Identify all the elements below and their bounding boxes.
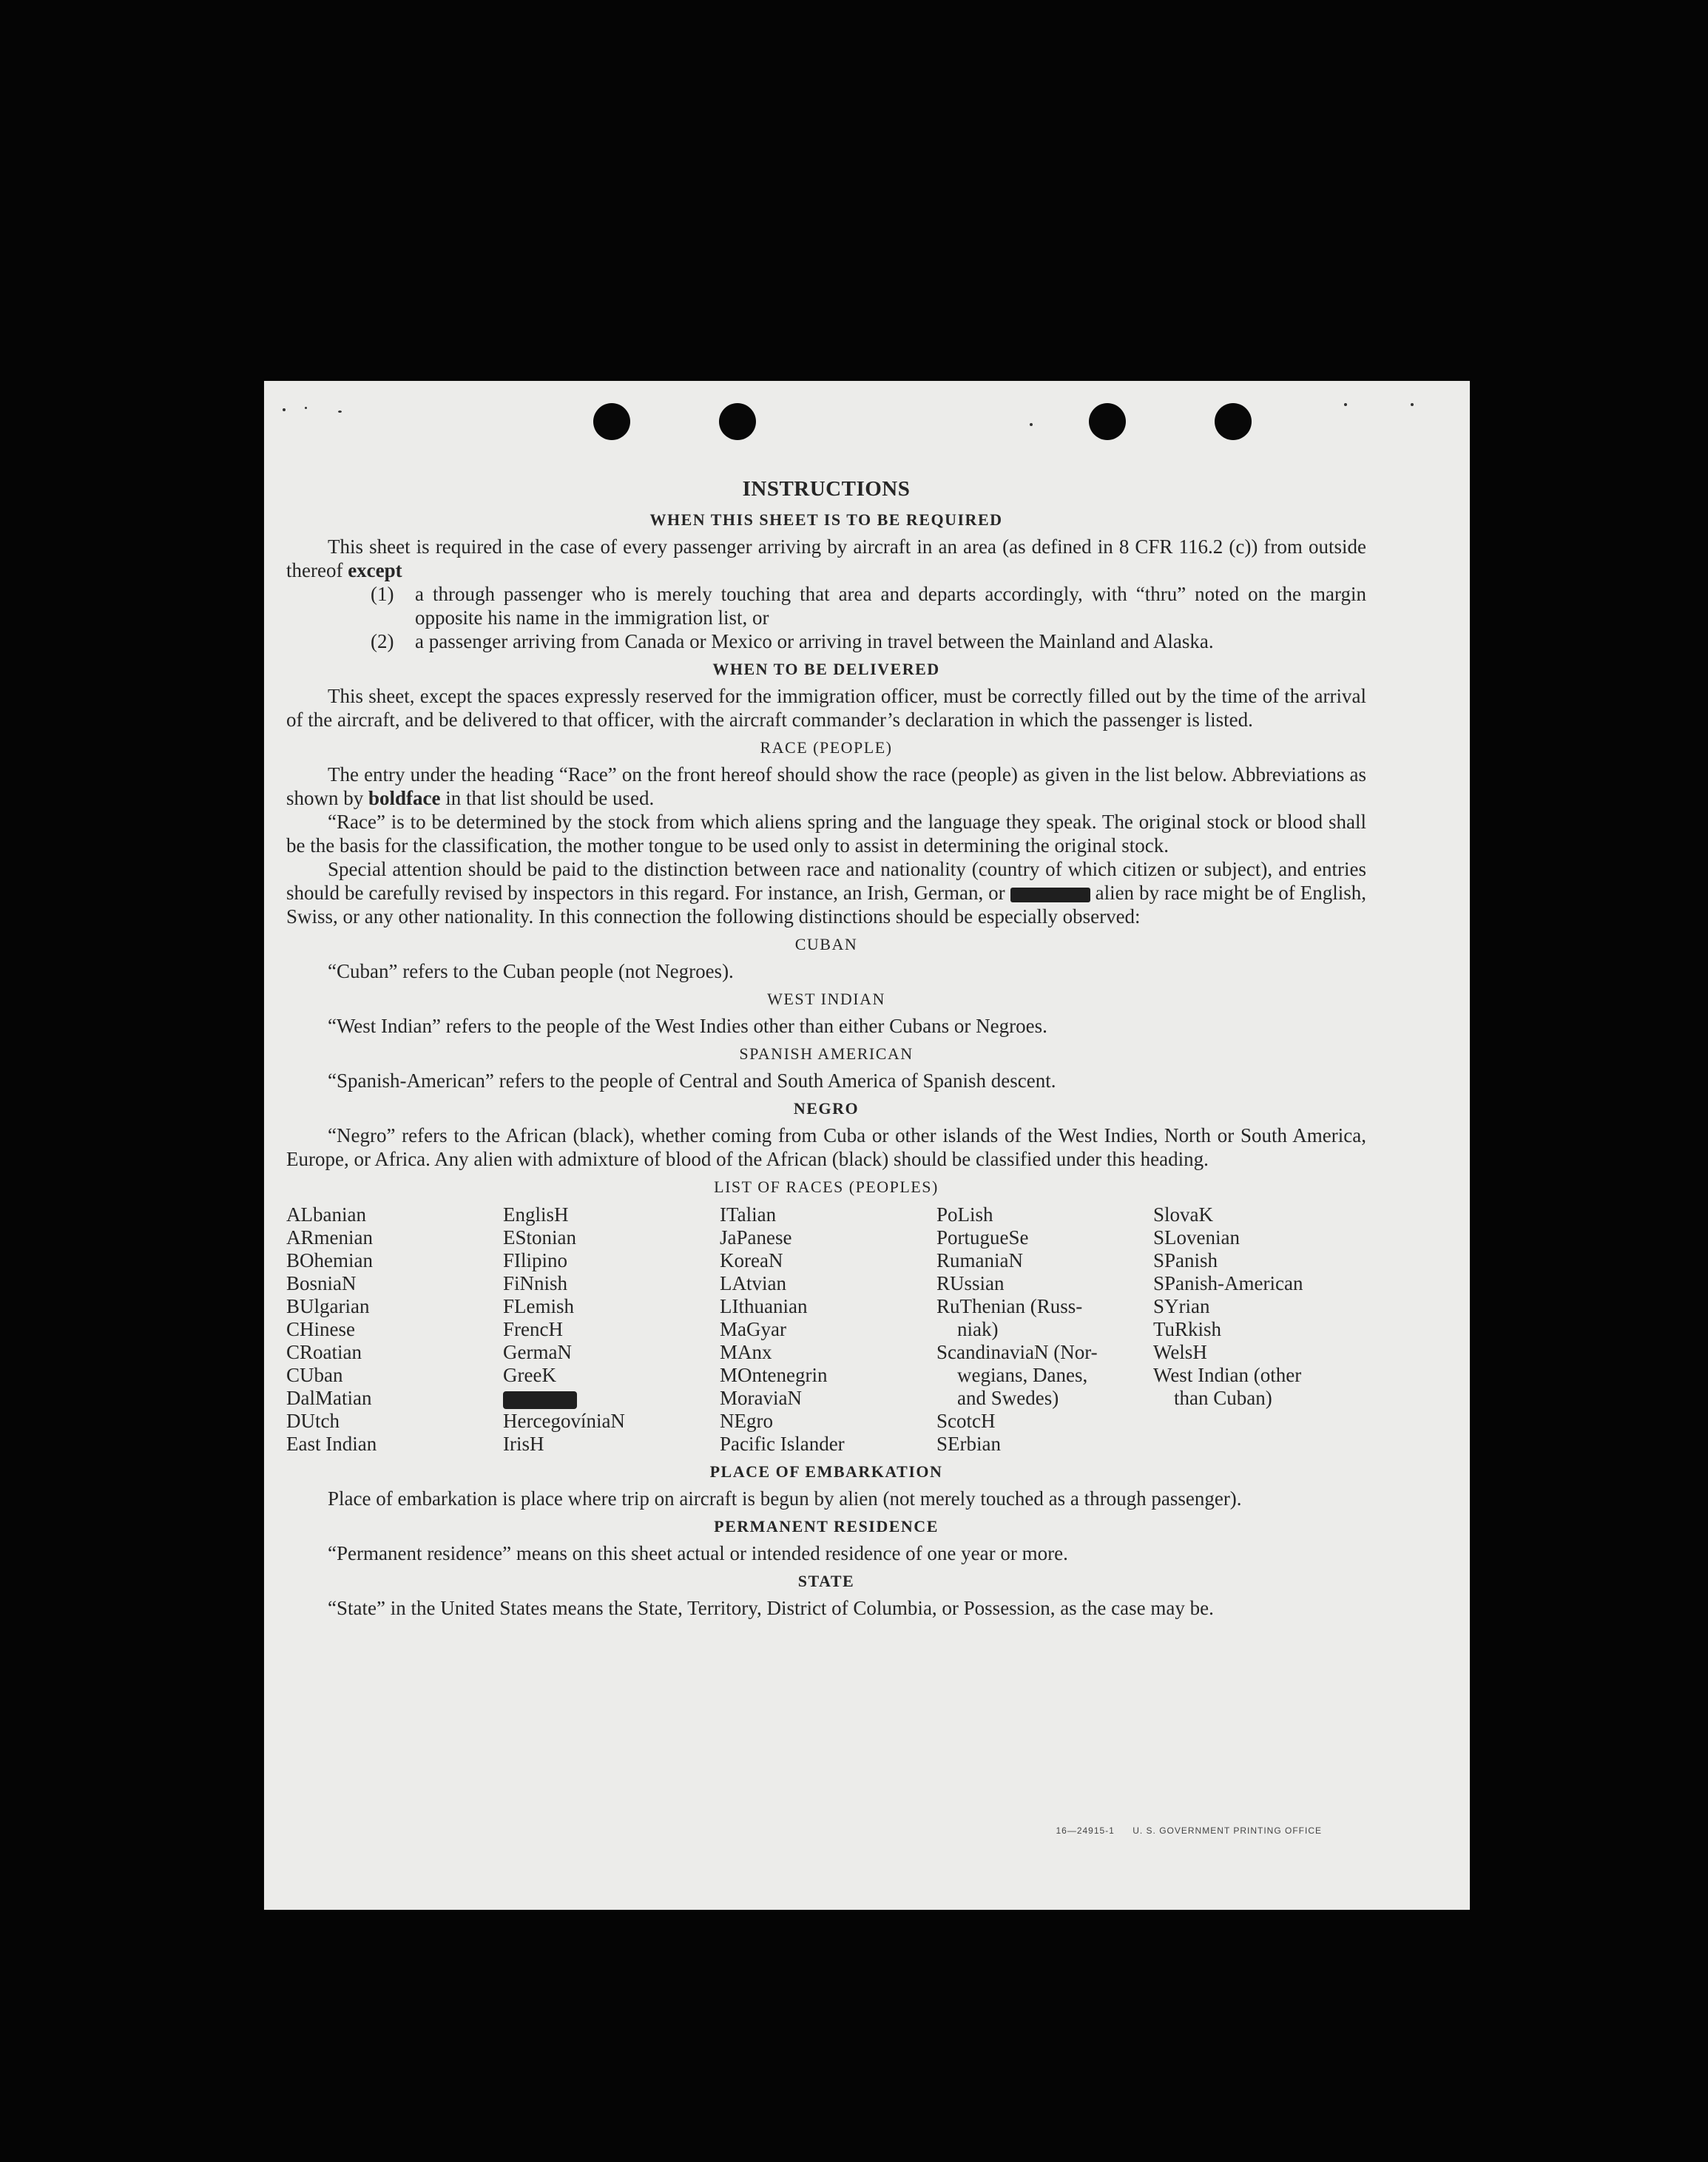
heading-residence: PERMANENT RESIDENCE: [714, 1517, 939, 1536]
race-entry: PoLish: [936, 1203, 993, 1226]
state-text: “State” in the United States means the State, Territory, District of Columbia, or Possession, as the case may be.: [328, 1597, 1214, 1619]
race-entry: EStonian: [503, 1226, 576, 1249]
page-title: INSTRUCTIONS: [742, 477, 911, 501]
race-entry: BUlgarian: [286, 1295, 370, 1317]
instructions-content: [286, 477, 1366, 1620]
speck: [283, 408, 286, 411]
race-entry: KoreaN: [720, 1249, 783, 1271]
race-p1-end: in that list should be used.: [440, 787, 655, 809]
west-indian-text: “West Indian” refers to the people of the West Indies other than either Cubans or Negroes.: [328, 1015, 1047, 1037]
printer-imprint: U. S. GOVERNMENT PRINTING OFFICE: [1133, 1825, 1322, 1836]
race-entry: JaPanese: [720, 1226, 792, 1249]
speck: [1411, 403, 1414, 406]
race-entry: CUban: [286, 1364, 343, 1386]
race-entry: FiNnish: [503, 1272, 568, 1294]
race-entry: ARmenian: [286, 1226, 373, 1249]
race-column-1: [286, 1203, 503, 1456]
race-entry: CRoatian: [286, 1341, 362, 1363]
race-entry: MaGyar: [720, 1318, 786, 1340]
race-entry: SYrian: [1153, 1295, 1210, 1317]
race-entry: FIlipino: [503, 1249, 568, 1271]
heading-state: STATE: [797, 1572, 855, 1590]
race-entry: WelsH: [1153, 1341, 1207, 1363]
race-paragraph-1: [286, 763, 1366, 810]
race-entry: RUssian: [936, 1272, 1005, 1294]
race-entry: PortugueSe: [936, 1226, 1029, 1249]
negro-text: “Negro” refers to the African (black), whether coming from Cuba or other islands of the West Indies, North or South America, Europe, or Africa. Any alien with admixture of blood of the African (black) should be classified under this heading.: [286, 1124, 1366, 1170]
race-entry: CHinese: [286, 1318, 355, 1340]
heading-embarkation: PLACE OF EMBARKATION: [709, 1462, 943, 1481]
race-entry-continued: wegians, Danes,: [957, 1364, 1088, 1386]
redacted-entry: [503, 1387, 720, 1410]
race-entry: GreeK: [503, 1364, 556, 1386]
residence-text: “Permanent residence” means on this sheet actual or intended residence of one year or more.: [328, 1542, 1068, 1564]
race-column-4: [936, 1203, 1153, 1456]
race-entry: SlovaK: [1153, 1203, 1213, 1226]
race-entry: RuThenian (Russ-: [936, 1295, 1083, 1317]
race-list: [286, 1203, 1366, 1456]
punch-hole-4: [1215, 403, 1252, 440]
race-entry: DUtch: [286, 1410, 340, 1432]
exception-item-1: [286, 582, 1366, 629]
race-entry: GermaN: [503, 1341, 572, 1363]
race-paragraph-3: [286, 857, 1366, 928]
race-entry: RumaniaN: [936, 1249, 1023, 1271]
punch-hole-1: [593, 403, 630, 440]
race-entry: DalMatian: [286, 1387, 372, 1409]
race-p1-boldface: boldface: [368, 787, 441, 809]
cuban-text: “Cuban” refers to the Cuban people (not Negroes).: [328, 960, 734, 982]
heading-required: WHEN THIS SHEET IS TO BE REQUIRED: [649, 510, 1003, 529]
race-entry: SPanish: [1153, 1249, 1218, 1271]
race-entry: EnglisH: [503, 1203, 569, 1226]
heading-race: RACE (PEOPLE): [760, 738, 893, 757]
heading-negro: NEGRO: [793, 1099, 860, 1118]
punch-hole-2: [719, 403, 756, 440]
heading-delivered: WHEN TO BE DELIVERED: [712, 660, 940, 678]
required-intro-except: except: [348, 559, 402, 581]
race-paragraph-2: “Race” is to be determined by the stock from which aliens spring and the language they speak. The original stock or blood shall be the basis for the classification, the mother tongue to be used only to assist in determining the original stock.: [286, 811, 1366, 857]
required-intro: [286, 535, 1366, 582]
race-column-3: [720, 1203, 936, 1456]
heading-list-of-races: LIST OF RACES (PEOPLES): [714, 1178, 939, 1196]
redaction-mark: [1010, 888, 1090, 902]
race-entry: TuRkish: [1153, 1318, 1222, 1340]
race-column-2: [503, 1203, 720, 1456]
exception-text: a passenger arriving from Canada or Mexico or arriving in travel between the Mainland and Alaska.: [415, 630, 1214, 652]
race-entry: ALbanian: [286, 1203, 366, 1226]
race-entry-continued: than Cuban): [1174, 1387, 1272, 1409]
race-p1-text: The entry under the heading “Race” on the front hereof should show the race (people) as given in the list below. Abbreviations as shown by: [286, 763, 1366, 809]
race-entry: LAtvian: [720, 1272, 786, 1294]
race-entry: MAnx: [720, 1341, 772, 1363]
race-p3-text: Special attention should be paid to the distinction between race and nationality (country of which citizen or subject), and entries should be carefully revised by inspectors in this regard. For instance, an Irish, German, or: [286, 858, 1366, 904]
race-entry: FLemish: [503, 1295, 575, 1317]
delivered-text: This sheet, except the spaces expressly reserved for the immigration officer, must be correctly filled out by the time of the arrival of the aircraft, and be delivered to that officer, with the aircraft commander’s declaration in which the passenger is listed.: [286, 685, 1366, 731]
race-entry: MoraviaN: [720, 1387, 802, 1409]
race-entry: ScotcH: [936, 1410, 996, 1432]
form-number: 16—24915-1: [1056, 1825, 1115, 1836]
race-entry-continued: and Swedes): [957, 1387, 1059, 1409]
exception-number: (2): [371, 630, 394, 652]
race-entry: SLovenian: [1153, 1226, 1240, 1249]
document-page: [264, 381, 1470, 1910]
spanish-american-text: “Spanish-American” refers to the people of Central and South America of Spanish descent.: [328, 1070, 1056, 1092]
required-intro-text: This sheet is required in the case of every passenger arriving by aircraft in an area (as defined in 8 CFR 116.2 (c)) from outside thereof: [286, 536, 1366, 581]
race-entry: BosniaN: [286, 1272, 357, 1294]
race-p3-end: alien by race might be of English, Swiss, or any other nationality. In this connection the following distinctions should be especially observed:: [286, 882, 1366, 928]
race-column-5: [1153, 1203, 1366, 1456]
race-entry: SPanish-American: [1153, 1272, 1303, 1294]
race-entry: IrisH: [503, 1433, 544, 1455]
race-entry: HercegovíniaN: [503, 1410, 625, 1432]
exception-text: a through passenger who is merely touching that area and departs accordingly, with “thru” noted on the margin opposite his name in the immigration list, or: [415, 583, 1366, 629]
heading-cuban: CUBAN: [794, 935, 858, 953]
speck: [305, 407, 307, 409]
race-entry: BOhemian: [286, 1249, 373, 1271]
race-entry: East Indian: [286, 1433, 377, 1455]
race-entry: ScandinaviaN (Nor-: [936, 1341, 1098, 1363]
speck: [338, 411, 342, 413]
race-entry: MOntenegrin: [720, 1364, 828, 1386]
heading-west-indian: WEST INDIAN: [767, 990, 885, 1008]
race-entry: Pacific Islander: [720, 1433, 845, 1455]
race-entry: SErbian: [936, 1433, 1001, 1455]
race-entry: LIthuanian: [720, 1295, 808, 1317]
exception-item-2: [286, 629, 1366, 653]
exception-number: (1): [371, 583, 394, 605]
form-footer: [1041, 1825, 1322, 1836]
embarkation-text: Place of embarkation is place where trip on aircraft is begun by alien (not merely touched as a through passenger).: [328, 1487, 1242, 1510]
race-entry: NEgro: [720, 1410, 773, 1432]
race-entry: West Indian (other: [1153, 1364, 1302, 1386]
heading-spanish-american: SPANISH AMERICAN: [739, 1044, 914, 1063]
race-entry: ITalian: [720, 1203, 777, 1226]
redaction-mark: [503, 1391, 577, 1409]
speck: [1344, 403, 1347, 406]
punch-hole-3: [1089, 403, 1126, 440]
race-entry: FrencH: [503, 1318, 563, 1340]
speck: [1030, 423, 1033, 426]
race-entry-continued: niak): [957, 1318, 999, 1340]
